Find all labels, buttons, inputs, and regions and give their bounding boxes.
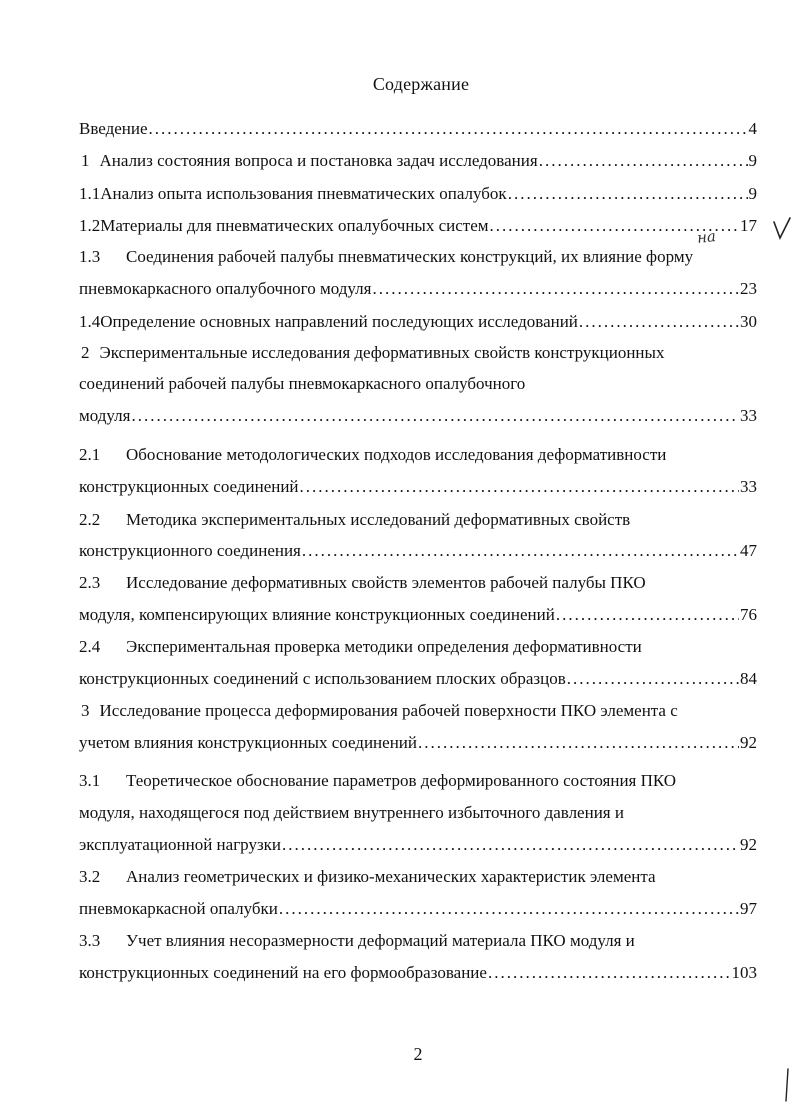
toc-entry-chapter-1 — [79, 150, 757, 172]
toc-entry-1-3-line-2 — [79, 278, 757, 300]
toc-entry-2-4-line-1 — [79, 636, 757, 658]
toc-entry-number: 2.3 — [79, 573, 101, 592]
toc-leader-dots — [372, 278, 739, 300]
toc-page-number: 4 — [748, 119, 757, 138]
toc-entry-text: Исследование деформативных свойств элементов рабочей палубы ПКО — [126, 573, 646, 592]
toc-entry-number: 2 — [81, 343, 90, 362]
toc-entry-text: Обоснование методологических подходов исследования деформативности — [126, 445, 667, 464]
toc-entry-2-2-line-2 — [79, 540, 757, 562]
toc-page-number: 103 — [731, 963, 757, 982]
toc-entry-number: 3.2 — [79, 867, 101, 886]
toc-entry-3-1-line-2 — [79, 802, 757, 824]
toc-entry-text: конструкционных соединений — [79, 477, 299, 496]
handwritten-checkmark-icon — [772, 216, 792, 242]
toc-leader-dots — [508, 183, 748, 205]
toc-entry-2-2-line-1 — [79, 509, 757, 531]
toc-entry-text: Теоретическое обоснование параметров деформированного состояния ПКО — [126, 771, 677, 790]
toc-entry-3-1-line-3 — [79, 834, 757, 856]
toc-page-number: 92 — [740, 835, 757, 854]
toc-entry-text: конструкционных соединений с использованием плоских образцов — [79, 669, 566, 688]
toc-entry-2-1-line-2 — [79, 476, 757, 498]
toc-page-number: 23 — [740, 279, 757, 298]
toc-page-number: 9 — [748, 151, 757, 170]
toc-entry-1-3-line-1 — [79, 246, 757, 268]
toc-entry-number: 2.1 — [79, 445, 101, 464]
page-number: 2 — [413, 1044, 423, 1064]
toc-entry-number: 2.4 — [79, 637, 101, 656]
toc-leader-dots — [279, 898, 739, 920]
toc-leader-dots — [418, 732, 739, 754]
toc-page-number: 76 — [740, 605, 757, 624]
toc-entry-number: 3.3 — [79, 931, 101, 950]
toc-entry-text: модуля, компенсирующих влияние конструкционных соединений — [79, 605, 555, 624]
toc-entry-text: конструкционных соединений на его формообразование — [79, 963, 487, 982]
toc-leader-dots — [131, 405, 739, 427]
toc-page-number: 9 — [748, 184, 757, 203]
toc-entry-3-3-line-2 — [79, 962, 757, 984]
toc-entry-intro — [79, 118, 757, 140]
toc-leader-dots — [539, 150, 748, 172]
toc-entry-number: 3 — [81, 701, 90, 720]
toc-entry-number: 1.4 — [79, 312, 101, 331]
toc-entry-text: Экспериментальные исследования деформативных свойств конструкционных — [99, 343, 665, 362]
toc-entry-text: Введение — [79, 119, 148, 138]
toc-entry-chapter-2-line-1 — [79, 342, 757, 364]
toc-page-number: 47 — [740, 541, 757, 560]
toc-entry-text: эксплуатационной нагрузки — [79, 835, 282, 854]
toc-entry-number: 1.1 — [79, 184, 101, 203]
toc-entry-text: модуля, находящегося под действием внутреннего избыточного давления и — [79, 803, 624, 822]
toc-leader-dots — [149, 118, 748, 140]
toc-entry-text: Анализ геометрических и физико-механических характеристик элемента — [126, 867, 656, 886]
toc-entry-chapter-2-line-2 — [79, 373, 757, 395]
toc-entry-text: Определение основных направлений последующих исследований — [100, 312, 578, 331]
toc-page-number: 92 — [740, 733, 757, 752]
toc-entry-text: модуля — [79, 406, 131, 425]
toc-entry-text: Экспериментальная проверка методики определения деформативности — [126, 637, 642, 656]
toc-entry-3-2-line-1 — [79, 866, 757, 888]
toc-entry-text: Соединения рабочей палубы пневматических конструкций, их влияние форму — [126, 247, 694, 266]
toc-entry-chapter-3-line-2 — [79, 732, 757, 754]
toc-leader-dots — [282, 834, 739, 856]
toc-entry-text: Методика экспериментальных исследований деформативных свойств — [126, 510, 631, 529]
toc-entry-text: пневмокаркасного опалубочного модуля — [79, 279, 372, 298]
toc-entry-chapter-2-line-3 — [79, 405, 757, 427]
toc-entry-number: 1.2 — [79, 216, 101, 235]
toc-page-number: 33 — [740, 406, 757, 425]
toc-page-number: 17 — [740, 216, 757, 235]
toc-entry-number: 2.2 — [79, 510, 101, 529]
toc-entry-text: Анализ состояния вопроса и постановка задач исследования — [99, 151, 538, 170]
handwritten-annotation: на — [696, 227, 717, 247]
toc-entry-1-4 — [79, 311, 757, 333]
toc-entry-2-4-line-2 — [79, 668, 757, 690]
toc-leader-dots — [302, 540, 739, 562]
toc-leader-dots — [488, 962, 731, 984]
toc-entry-text: Исследование процесса деформирования рабочей поверхности ПКО элемента с — [99, 701, 678, 720]
toc-leader-dots — [579, 311, 739, 333]
toc-entry-1-2 — [79, 215, 757, 237]
toc-entry-text: Материалы для пневматических опалубочных систем — [100, 216, 489, 235]
toc-entry-chapter-3-line-1 — [79, 700, 757, 722]
toc-entry-text: соединений рабочей палубы пневмокаркасного опалубочного — [79, 374, 526, 393]
toc-entry-3-1-line-1 — [79, 770, 757, 792]
toc-entry-number: 1 — [81, 151, 90, 170]
toc-leader-dots — [556, 604, 739, 626]
toc-entry-text: Анализ опыта использования пневматических опалубок — [100, 184, 507, 203]
toc-page-number: 97 — [740, 899, 757, 918]
toc-page-number: 84 — [740, 669, 757, 688]
pen-mark-icon — [783, 1068, 791, 1102]
toc-entry-text: учетом влияния конструкционных соединений — [79, 733, 417, 752]
toc-leader-dots — [300, 476, 739, 498]
page-title: Содержание — [372, 74, 470, 94]
toc-entry-text: Учет влияния несоразмерности деформаций материала ПКО модуля и — [126, 931, 635, 950]
toc-page-number: 33 — [740, 477, 757, 496]
toc-entry-text: конструкционного соединения — [79, 541, 301, 560]
toc-page-number: 30 — [740, 312, 757, 331]
toc-entry-2-3-line-2 — [79, 604, 757, 626]
toc-leader-dots — [567, 668, 739, 690]
toc-entry-3-3-line-1 — [79, 930, 757, 952]
toc-entry-1-1 — [79, 183, 757, 205]
toc-entry-2-1-line-1 — [79, 444, 757, 466]
toc-entry-text: пневмокаркасной опалубки — [79, 899, 278, 918]
toc-entry-3-2-line-2 — [79, 898, 757, 920]
toc-entry-number: 1.3 — [79, 247, 101, 266]
toc-entry-2-3-line-1 — [79, 572, 757, 594]
toc-entry-number: 3.1 — [79, 771, 101, 790]
